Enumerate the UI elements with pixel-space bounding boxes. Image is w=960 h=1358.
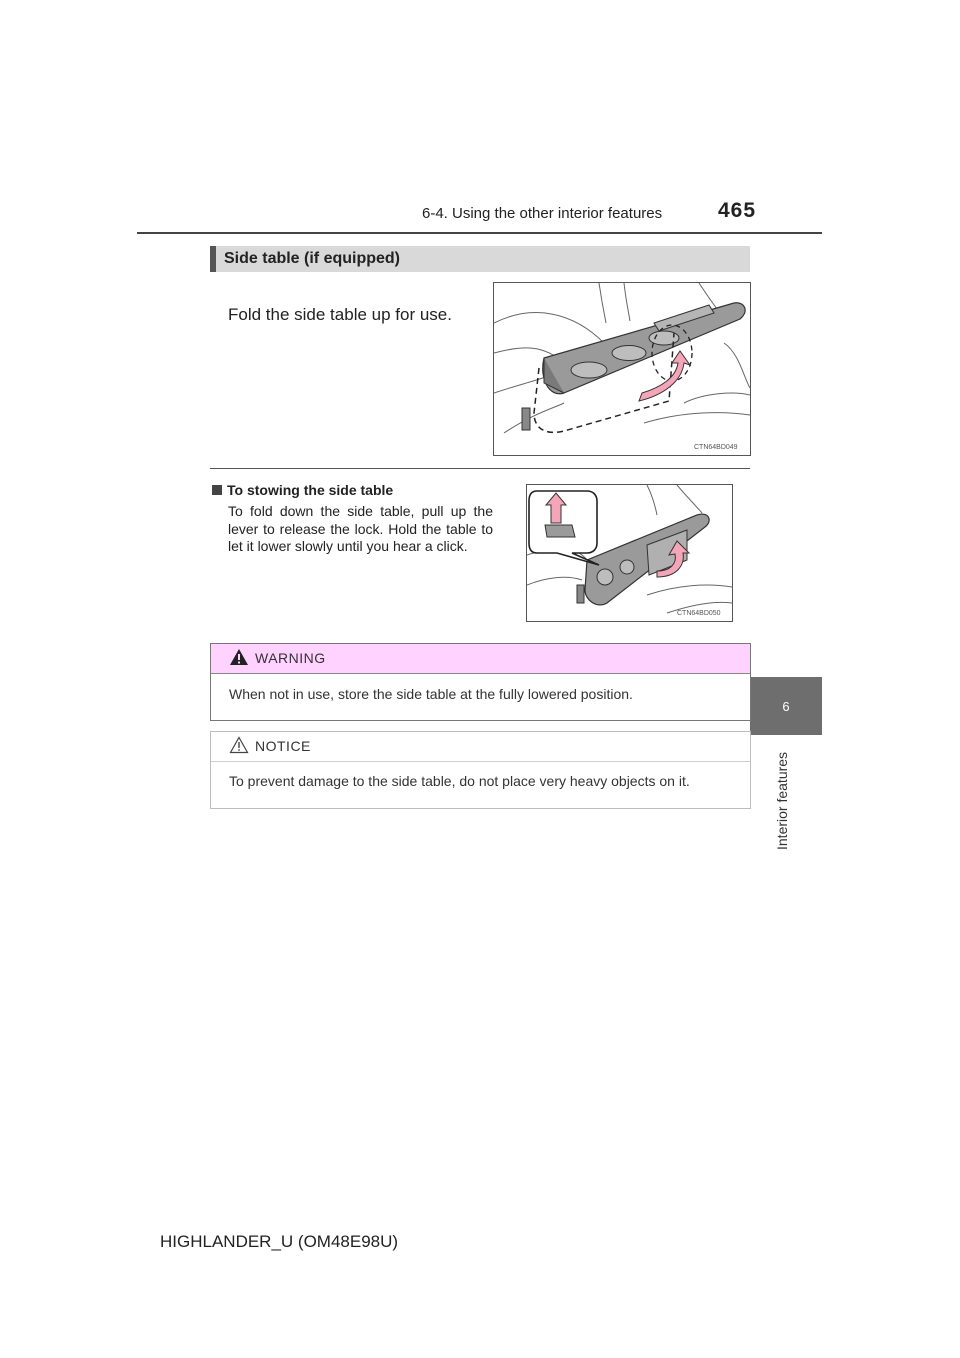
notice-box — [210, 731, 751, 809]
stowing-heading — [212, 482, 393, 498]
caution-triangle-icon — [229, 736, 249, 754]
stowing-body: To fold down the side table, pull up the lever to release the lock. Hold the table to let it lower slowly until you hear a click. — [228, 503, 493, 554]
warning-body: When not in use, store the side table at the fully lowered position. — [229, 686, 633, 702]
warning-triangle-icon — [229, 648, 249, 666]
section-divider — [210, 468, 750, 469]
chapter-title-vertical — [774, 740, 794, 860]
notice-body: To prevent damage to the side table, do not place very heavy objects on it. — [229, 773, 690, 789]
section-heading — [210, 246, 750, 272]
chapter-title: Interior features — [774, 751, 790, 850]
chapter-number: 6 — [782, 698, 790, 714]
warning-box — [210, 643, 751, 721]
side-table-fold-up-illustration — [494, 283, 750, 455]
figure2-code: CTN64BD050 — [677, 610, 721, 617]
side-table-fold-up-figure — [493, 282, 751, 456]
section-heading-bar — [210, 246, 216, 272]
section-heading-text: Side table (if equipped) — [224, 250, 401, 267]
warning-title: WARNING — [255, 650, 326, 666]
header-divider — [137, 232, 822, 234]
warning-header — [211, 644, 750, 674]
figure1-code: CTN64BD049 — [694, 444, 738, 451]
fold-instruction: Fold the side table up for use. — [228, 305, 452, 324]
footer-model: HIGHLANDER_U (OM48E98U) — [160, 1232, 399, 1251]
header-section-title: 6-4. Using the other interior features — [422, 205, 663, 222]
bullet-square-icon — [212, 485, 222, 495]
notice-title: NOTICE — [255, 738, 311, 754]
page-number: 465 — [718, 199, 757, 222]
side-table-stow-figure — [526, 484, 733, 622]
stowing-heading-text: To stowing the side table — [227, 482, 394, 498]
notice-header — [211, 732, 750, 762]
side-table-stow-illustration — [527, 485, 732, 621]
